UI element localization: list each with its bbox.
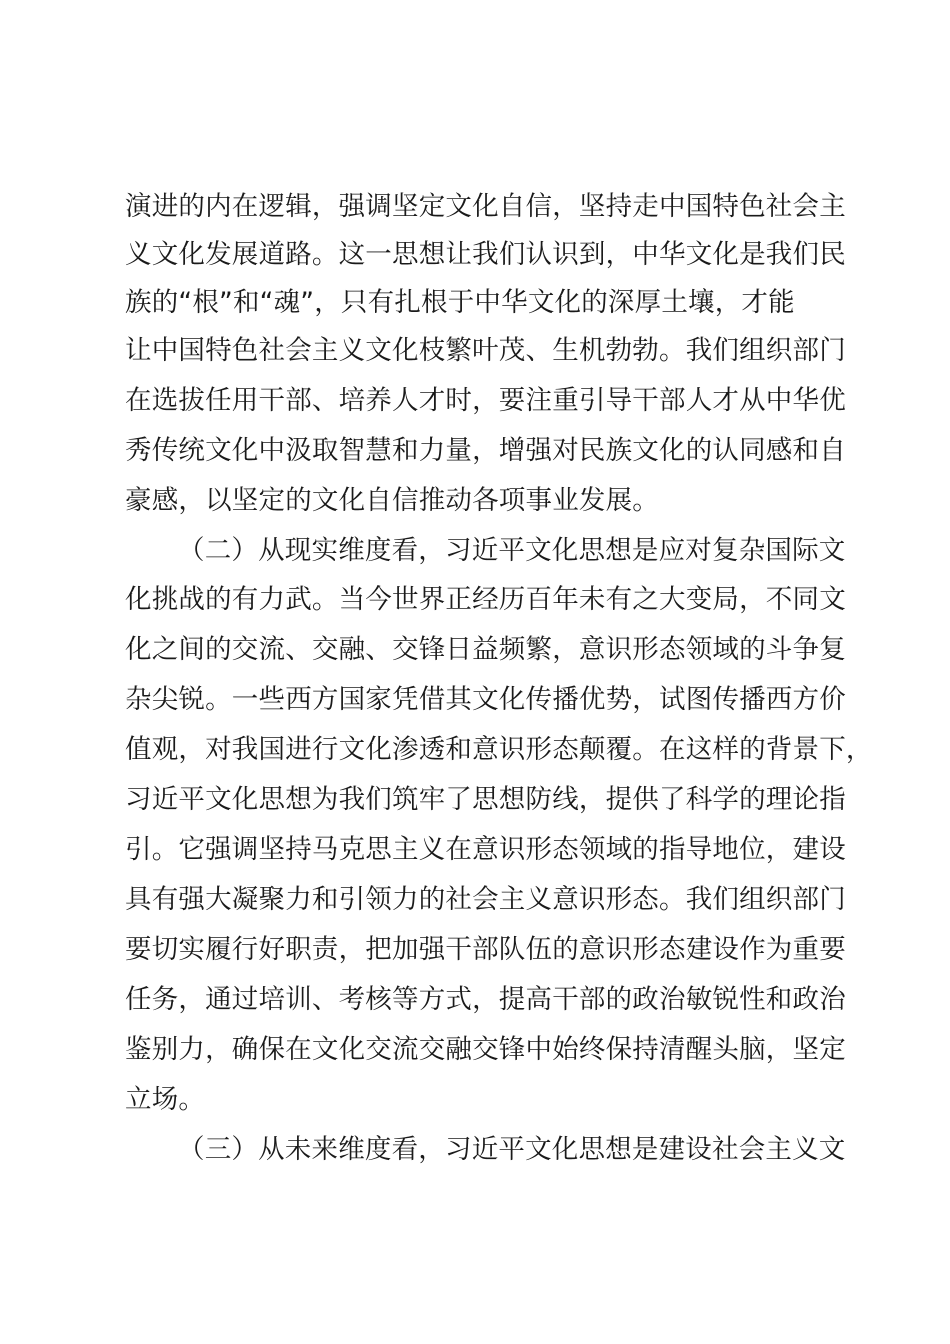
text-line: 在选拔任用干部、培养人才时，要注重引导干部人才从中华优 <box>125 385 846 416</box>
text-line: 豪感，以坚定的文化自信推动各项事业发展。 <box>125 485 659 516</box>
text-line: 秀传统文化中汲取智慧和力量，增强对民族文化的认同感和自 <box>125 435 846 466</box>
text-line: 杂尖锐。一些西方国家凭借其文化传播优势，试图传播西方价 <box>125 684 846 715</box>
text-line: 演进的内在逻辑，强调坚定文化自信，坚持走中国特色社会主 <box>125 191 846 222</box>
text-line: 鉴别力，确保在文化交流交融交锋中始终保持清醒头脑，坚定 <box>125 1034 846 1065</box>
text-line: 引。它强调坚持马克思主义在意识形态领域的指导地位，建设 <box>125 834 846 865</box>
text-line: 化挑战的有力武。当今世界正经历百年未有之大变局，不同文 <box>125 584 846 615</box>
text-line: 让中国特色社会主义文化枝繁叶茂、生机勃勃。我们组织部门 <box>125 335 846 366</box>
text-line: 具有强大凝聚力和引领力的社会主义意识形态。我们组织部门 <box>125 884 846 915</box>
text-line: 立场。 <box>125 1084 206 1115</box>
section-heading-line: （二）从现实维度看，习近平文化思想是应对复杂国际文 <box>178 535 846 566</box>
text-line: 族的“根”和“魂”，只有扎根于中华文化的深厚土壤，才能 <box>125 287 795 318</box>
text-line: 习近平文化思想为我们筑牢了思想防线，提供了科学的理论指 <box>125 784 846 815</box>
text-line: 值观，对我国进行文化渗透和意识形态颠覆。在这样的背景下， <box>125 734 873 765</box>
text-line: 要切实履行好职责，把加强干部队伍的意识形态建设作为重要 <box>125 934 846 965</box>
text-line: 化之间的交流、交融、交锋日益频繁，意识形态领域的斗争复 <box>125 634 846 665</box>
text-line: 义文化发展道路。这一思想让我们认识到，中华文化是我们民 <box>125 239 846 270</box>
section-heading-line: （三）从未来维度看，习近平文化思想是建设社会主义文 <box>178 1134 846 1165</box>
text-line: 任务，通过培训、考核等方式，提高干部的政治敏锐性和政治 <box>125 984 846 1015</box>
